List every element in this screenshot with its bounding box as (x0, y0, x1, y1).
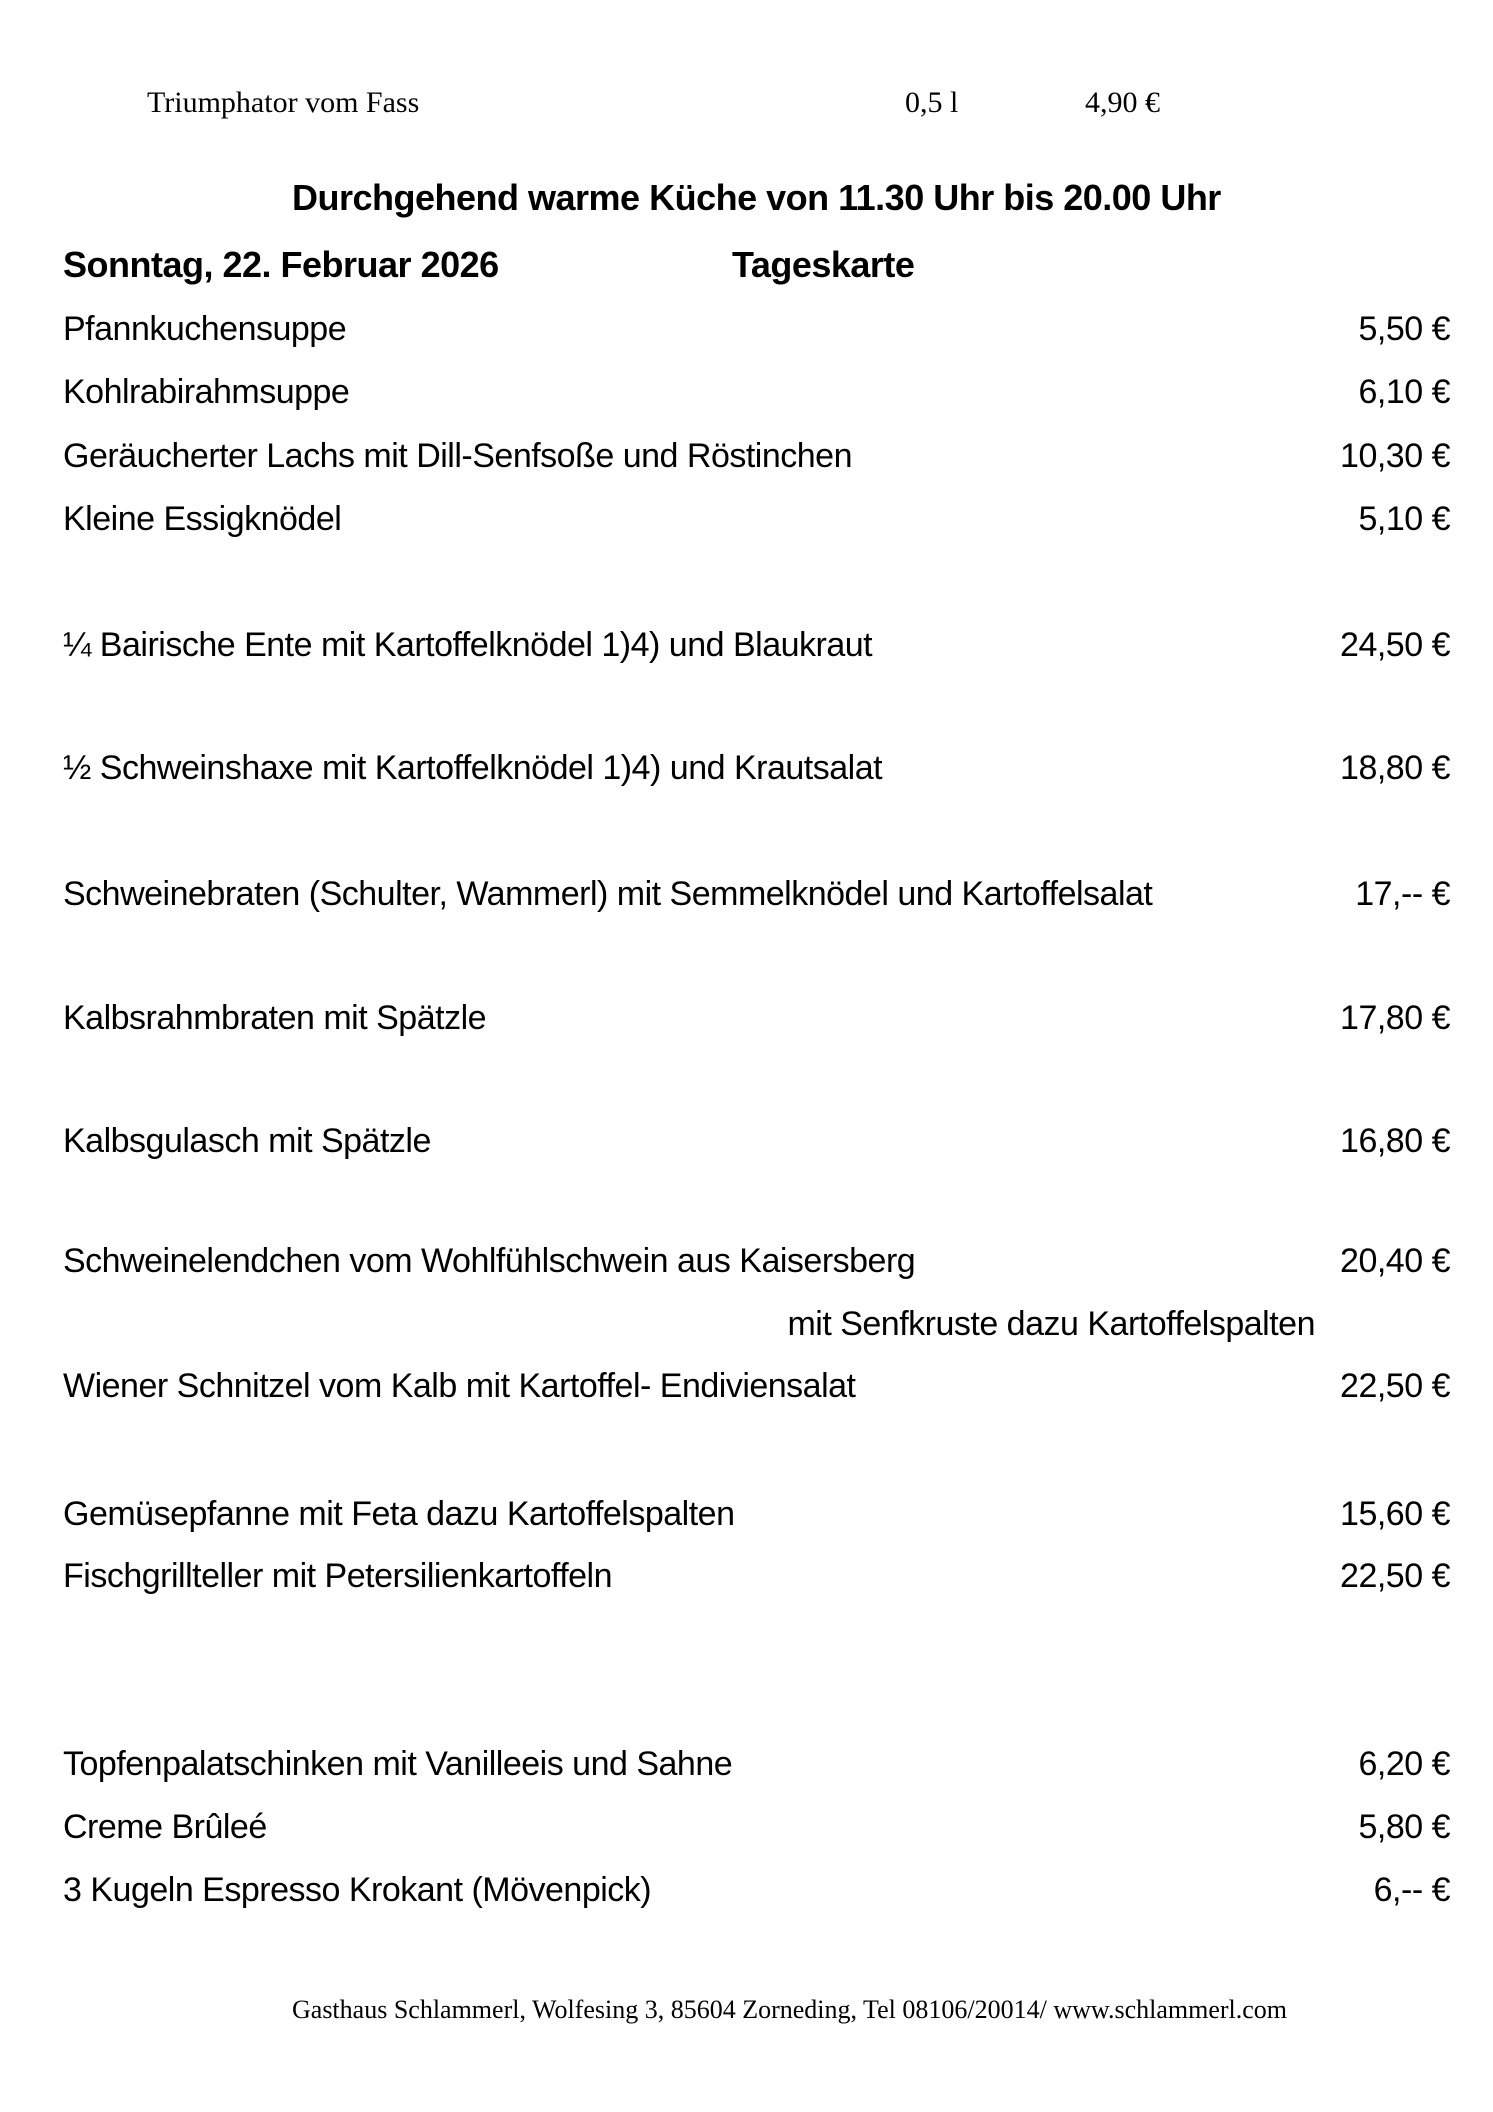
menu-item-row (63, 1244, 1450, 1278)
menu-item-row (63, 1497, 1450, 1531)
menu-item-name: Creme Brûleé (63, 1808, 267, 1846)
beverage-size: 0,5 l (905, 86, 959, 119)
menu-item-name: Geräucherter Lachs mit Dill-Senfsoße und Röstinchen (63, 437, 852, 475)
kitchen-hours-headline: Durchgehend warme Küche von 11.30 Uhr bis 20.00 Uhr (292, 177, 1221, 218)
menu-item-row (63, 751, 1450, 785)
menu-item-price: 6,10 € (1358, 373, 1450, 411)
menu-item-name: Kohlrabirahmsuppe (63, 373, 350, 411)
menu-item-price: 5,10 € (1358, 500, 1450, 538)
footer-address: Gasthaus Schlammerl, Wolfesing 3, 85604 Zorneding, Tel 08106/20014/ www.schlammerl.com (292, 1995, 1288, 2024)
menu-item-row (63, 1810, 1450, 1844)
menu-item-row (63, 439, 1450, 473)
menu-item-price: 6,20 € (1358, 1745, 1450, 1783)
menu-item-price: 6,-- € (1373, 1871, 1450, 1909)
menu-item-row (63, 1124, 1450, 1158)
menu-item-row (63, 375, 1450, 409)
menu-item-price: 5,50 € (1358, 310, 1450, 348)
menu-item-name: Topfenpalatschinken mit Vanilleeis und Sahne (63, 1745, 733, 1783)
menu-item-name: Schweinelendchen vom Wohlfühlschwein aus Kaisersberg (63, 1242, 916, 1280)
menu-item-name: ¼ Bairische Ente mit Kartoffelknödel 1)4) und Blaukraut (63, 626, 873, 664)
menu-item-name: Schweinebraten (Schulter, Wammerl) mit Semmelknödel und Kartoffelsalat (63, 875, 1153, 913)
menu-item-name: Fischgrillteller mit Petersilienkartoffeln (63, 1557, 613, 1595)
beverage-row (147, 88, 1453, 128)
menu-item-row (63, 1001, 1450, 1035)
menu-item-name: Kalbsgulasch mit Spätzle (63, 1122, 431, 1160)
menu-item-row (63, 1873, 1450, 1907)
menu-item-price: 16,80 € (1340, 1122, 1450, 1160)
menu-item-price: 18,80 € (1340, 749, 1450, 787)
menu-item-name: Gemüsepfanne mit Feta dazu Kartoffelspalten (63, 1495, 735, 1533)
menu-item-name: Wiener Schnitzel vom Kalb mit Kartoffel- Endiviensalat (63, 1367, 856, 1405)
menu-item-name: Pfannkuchensuppe (63, 310, 347, 348)
beverage-price: 4,90 € (1085, 86, 1160, 119)
menu-date: Sonntag, 22. Februar 2026 (63, 244, 499, 285)
menu-item-row (63, 877, 1450, 911)
menu-item-row (63, 1559, 1450, 1593)
menu-item-price: 22,50 € (1340, 1557, 1450, 1595)
menu-item-price: 10,30 € (1340, 437, 1450, 475)
beverage-name: Triumphator vom Fass (147, 86, 420, 119)
menu-item-name: 3 Kugeln Espresso Krokant (Mövenpick) (63, 1871, 652, 1909)
menu-item-name: Kalbsrahmbraten mit Spätzle (63, 999, 487, 1037)
menu-item-row (63, 502, 1450, 536)
menu-item-price: 20,40 € (1340, 1242, 1450, 1280)
menu-item-name: ½ Schweinshaxe mit Kartoffelknödel 1)4) und Krautsalat (63, 749, 883, 787)
menu-item-price: 22,50 € (1340, 1367, 1450, 1405)
menu-item-continuation: mit Senfkruste dazu Kartoffelspalten (787, 1305, 1315, 1343)
page-title: Tageskarte (732, 244, 915, 285)
menu-item-row (63, 312, 1450, 346)
menu-item-row (63, 1747, 1450, 1781)
menu-item-price: 17,80 € (1340, 999, 1450, 1037)
menu-item-row (63, 628, 1450, 662)
menu-item-row (63, 1369, 1450, 1403)
menu-item-name: Kleine Essigknödel (63, 500, 342, 538)
menu-item-price: 24,50 € (1340, 626, 1450, 664)
menu-item-price: 17,-- € (1355, 875, 1450, 913)
menu-item-price: 15,60 € (1340, 1495, 1450, 1533)
menu-item-price: 5,80 € (1358, 1808, 1450, 1846)
